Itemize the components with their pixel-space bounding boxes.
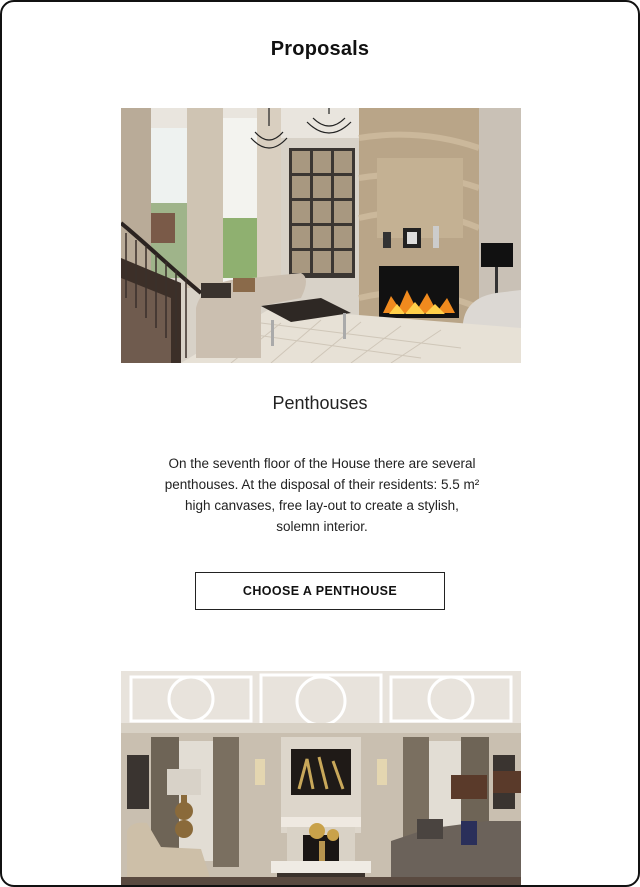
page-title: Proposals bbox=[270, 38, 370, 60]
section-description: On the seventh floor of the House there are several penthouses. At the disposal of their residents: 5.5 m² high canvases, free lay-out to create a stylish, solemn interior. bbox=[164, 456, 480, 534]
penthouse-living-room-photo bbox=[121, 108, 521, 363]
choose-penthouse-button[interactable]: CHOOSE A PENTHOUSE bbox=[195, 572, 445, 610]
classic-living-room-photo bbox=[121, 671, 521, 887]
section-title: Penthouses bbox=[272, 393, 368, 413]
